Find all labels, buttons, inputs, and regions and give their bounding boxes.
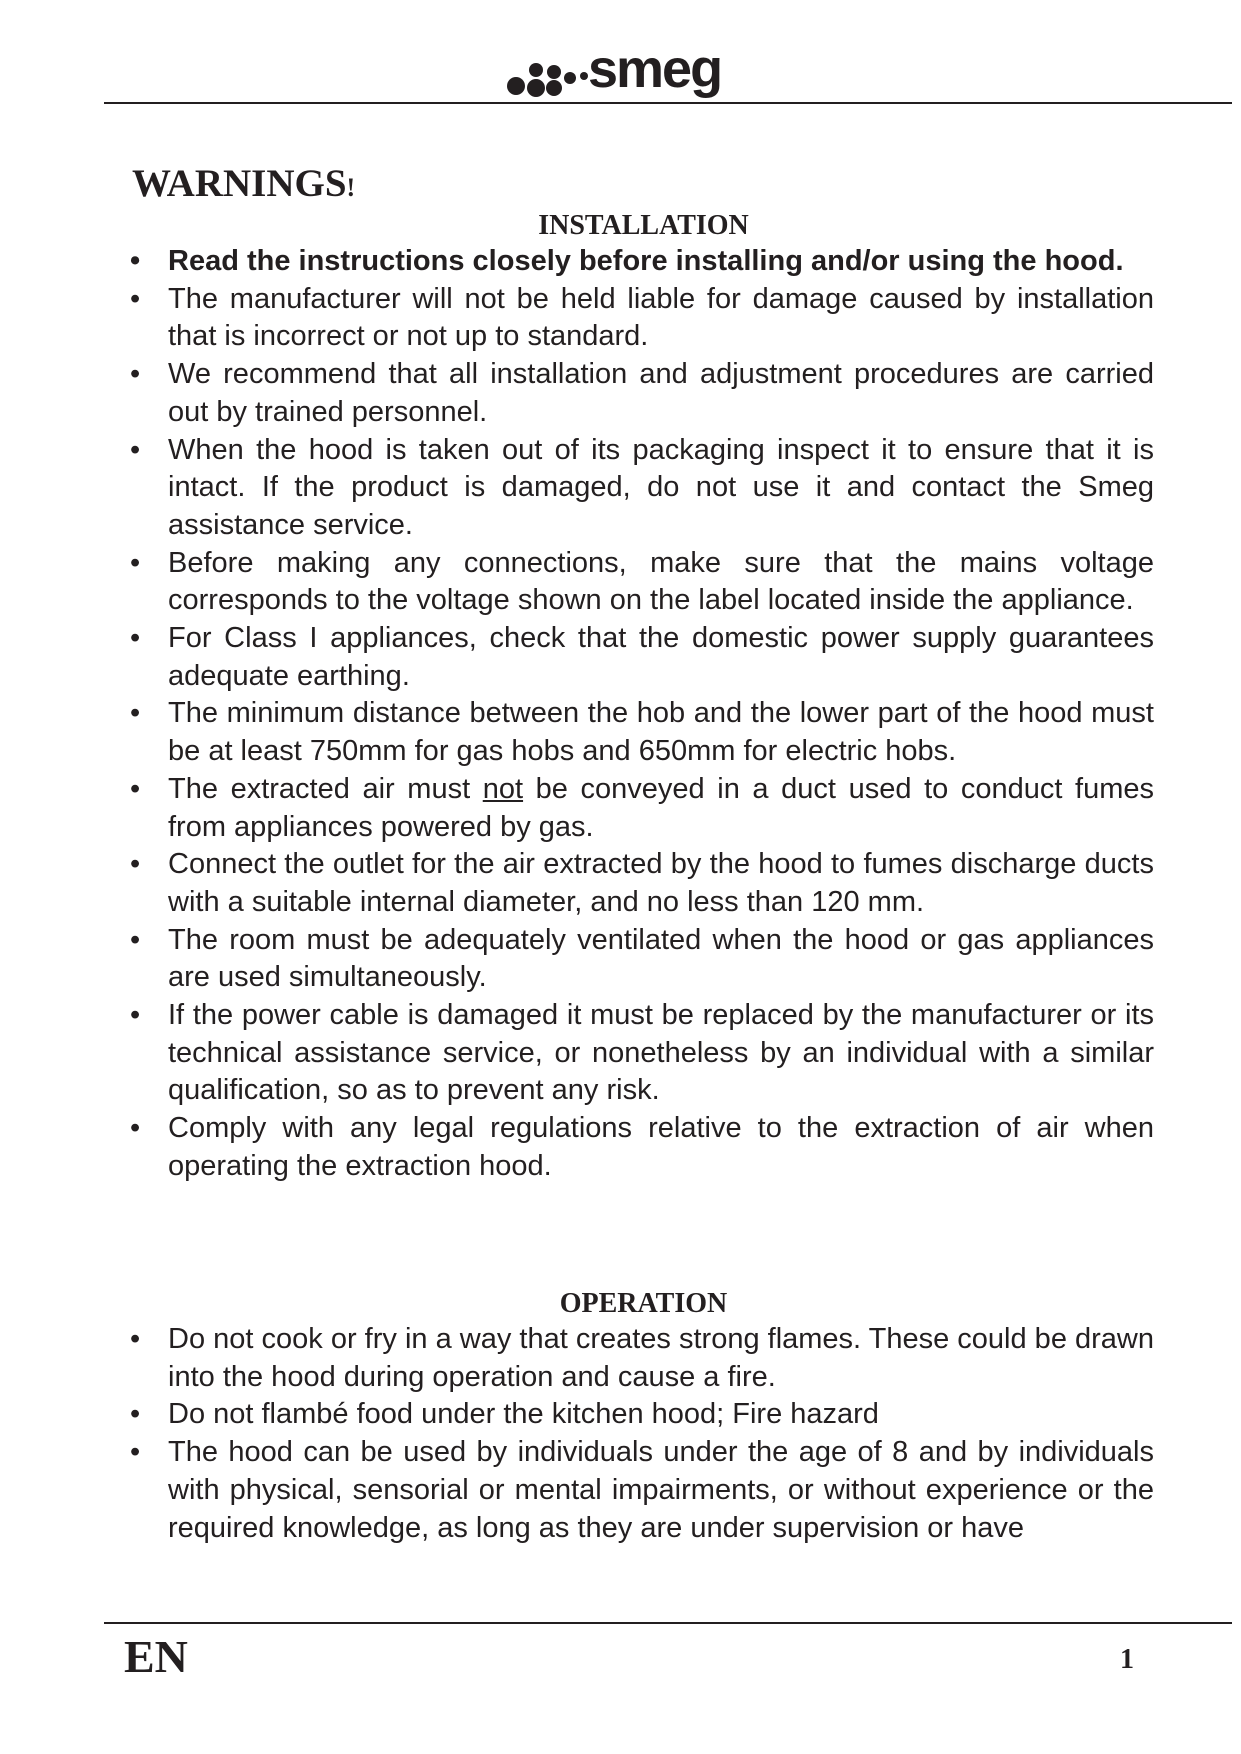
operation-heading: OPERATION <box>559 1288 728 1319</box>
list-item: • The room must be adequately ventilated when the hood or gas appliances are used simultaneously. <box>130 923 1154 994</box>
page-title-text: WARNINGS <box>132 162 347 205</box>
list-item: • Do not flambé food under the kitchen hood; Fire hazard <box>130 1396 1154 1434</box>
bullet-icon: • <box>130 1112 141 1145</box>
list-item: • The hood can be used by individuals under the age of 8 and by individuals with physical, sensorial or mental impairments, or without experience or the required knowledge, as long as they are under supervision or have <box>130 1436 1154 1544</box>
bullet-icon: • <box>130 697 141 730</box>
bullet-icon: • <box>130 622 141 655</box>
bullet-icon: • <box>130 772 141 805</box>
list-item: • For Class I appliances, check that the domestic power supply guarantees adequate earthing. <box>130 622 1154 692</box>
list-item: • Connect the outlet for the air extracted by the hood to fumes discharge ducts with a suitable internal diameter, and no less than 120 mm. <box>130 848 1154 918</box>
list-item: • Before making any connections, make sure that the mains voltage corresponds to the voltage shown on the label located inside the appliance. <box>130 546 1154 617</box>
emphasis-not: not <box>482 772 524 805</box>
bullet-icon: • <box>130 999 141 1032</box>
bullet-icon: • <box>130 546 141 579</box>
bullet-icon: • <box>130 848 141 881</box>
list-item: • The extracted air must not be conveyed in a duct used to conduct fumes from appliances powered by gas. <box>130 772 1154 843</box>
list-item: • If the power cable is damaged it must be replaced by the manufacturer or its technical assistance service, or nonetheless by an individual with a similar qualification, so as to prevent any risk. <box>130 999 1154 1107</box>
page-number: 1 <box>1120 1644 1134 1675</box>
list-item: • Read the instructions closely before installing and/or using the hood. <box>130 243 1154 281</box>
bullet-icon: • <box>130 923 141 956</box>
list-item: • When the hood is taken out of its packaging inspect it to ensure that it is intact. If the product is damaged, do not use it and contact the Smeg assistance service. <box>130 433 1154 541</box>
list-item: • We recommend that all installation and adjustment procedures are carried out by trained personnel. <box>130 358 1154 428</box>
logo-wordmark: smeg <box>588 39 722 99</box>
list-item: • The manufacturer will not be held liable for damage caused by installation that is incorrect or not up to standard. <box>130 282 1154 353</box>
installation-heading: INSTALLATION <box>538 210 749 241</box>
bullet-icon: • <box>130 1398 141 1431</box>
logo-dots-icon <box>506 56 596 100</box>
bullet-icon: • <box>130 245 141 277</box>
footer-rule <box>104 1622 1232 1624</box>
bullet-icon: • <box>130 433 141 466</box>
bullet-icon: • <box>130 1436 141 1469</box>
smeg-logo <box>500 39 730 100</box>
list-item: • Comply with any legal regulations relative to the extraction of air when operating the extraction hood. <box>130 1112 1154 1182</box>
bullet-icon: • <box>130 1323 141 1355</box>
header-rule <box>104 102 1232 104</box>
bullet-icon: • <box>130 358 141 391</box>
language-code: EN <box>124 1631 188 1682</box>
bullet-icon: • <box>130 282 141 315</box>
page-title <box>132 164 355 203</box>
page-title-exclamation: ! <box>346 173 356 202</box>
list-item: • Do not cook or fry in a way that creates strong flames. These could be drawn into the hood during operation and cause a fire. <box>130 1323 1154 1393</box>
list-item: • The minimum distance between the hob and the lower part of the hood must be at least 750mm for gas hobs and 650mm for electric hobs. <box>130 697 1154 768</box>
operation-list <box>130 1321 1154 1547</box>
installation-list <box>130 243 1154 1186</box>
